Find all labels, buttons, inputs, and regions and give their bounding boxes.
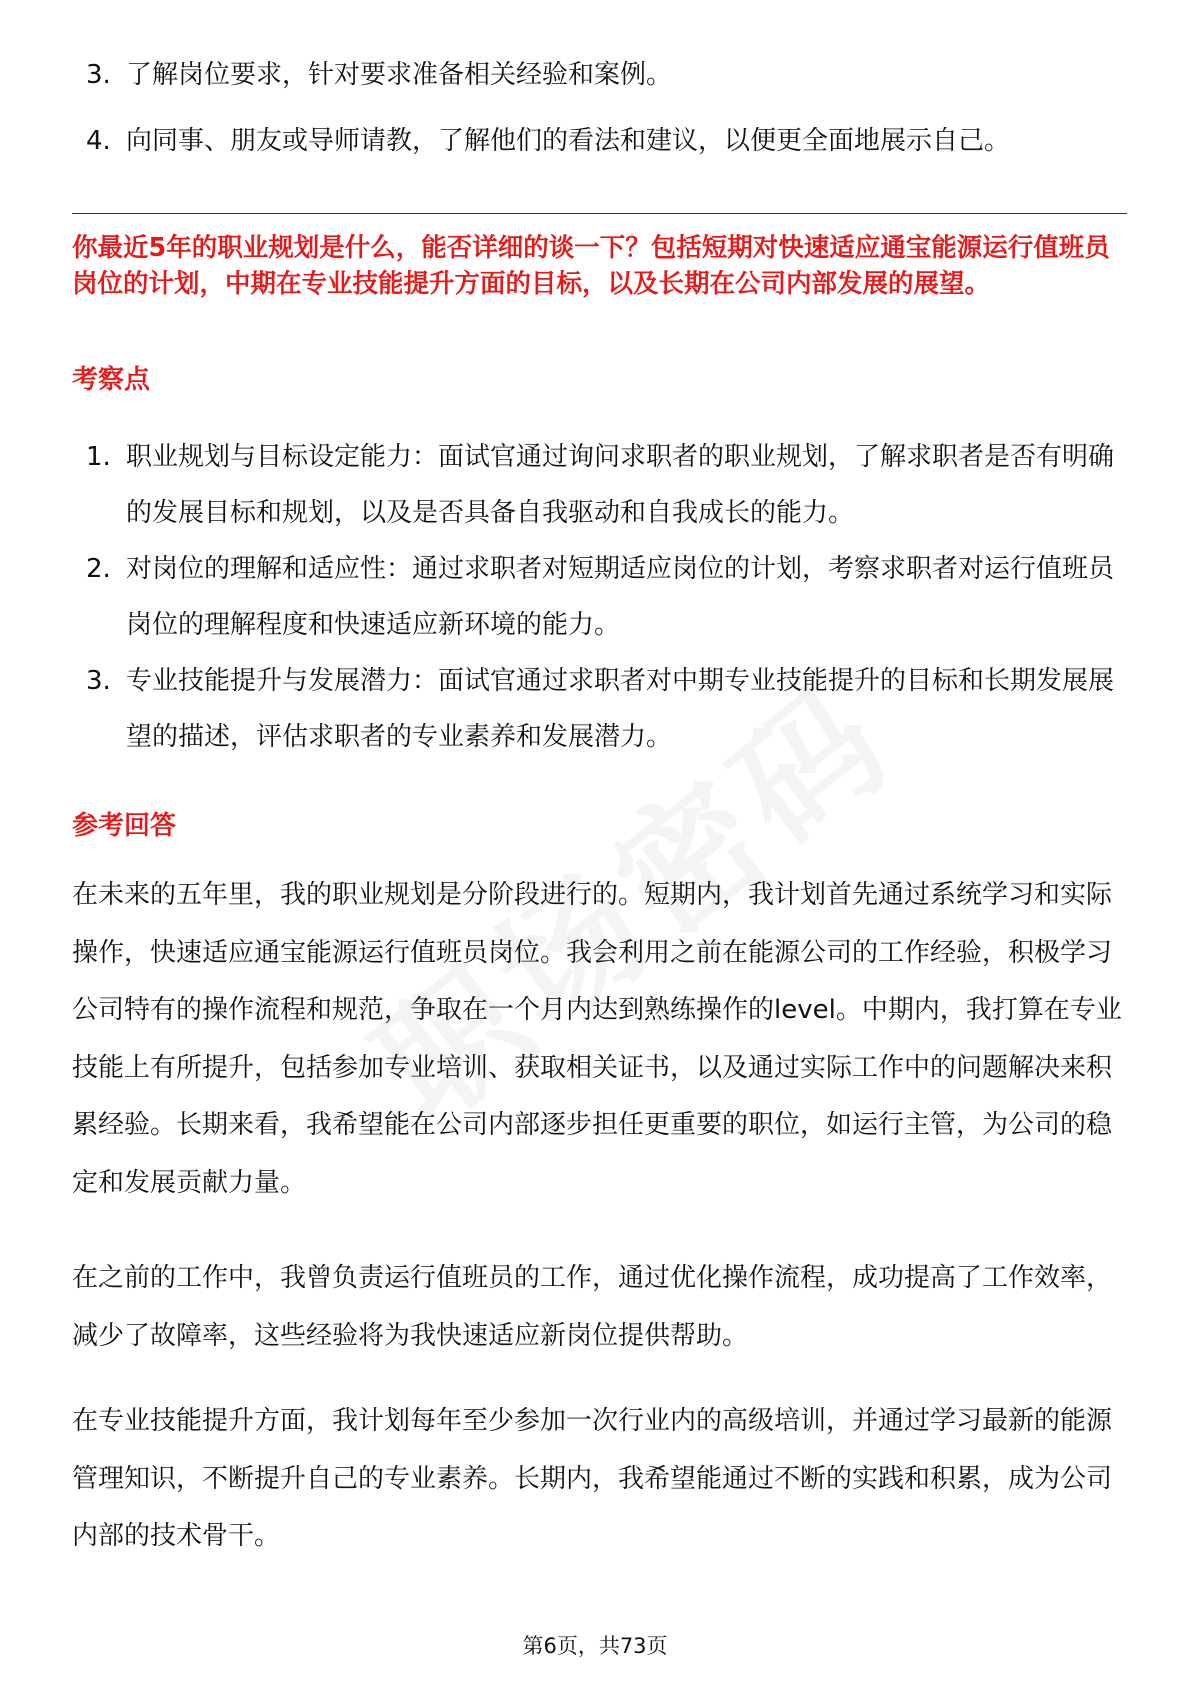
list-item-text: 专业技能提升与发展潜力：面试官通过求职者对中期专业技能提升的目标和长期发展展望的描述，评估求职者的专业素养和发展潜力。	[126, 666, 1115, 752]
page-footer: 第6页，共73页	[522, 1634, 668, 1658]
list-item-text: 向同事、朋友或导师请教，了解他们的看法和建议，以便更全面地展示自己。	[126, 126, 1011, 156]
answer-paragraph: 在之前的工作中，我曾负责运行值班员的工作，通过优化操作流程，成功提高了工作效率，减少了故障率，这些经验将为我快速适应新岗位提供帮助。	[72, 1263, 1113, 1351]
list-item	[72, 653, 1122, 765]
list-item	[72, 541, 1122, 653]
interview-question: 你最近5年的职业规划是什么，能否详细的谈一下？包括短期对快速适应通宝能源运行值班员岗位的计划，中期在专业技能提升方面的目标，以及长期在公司内部发展的展望。	[72, 233, 1110, 299]
list-item-text: 了解岗位要求，针对要求准备相关经验和案例。	[126, 60, 673, 90]
list-item-text: 职业规划与目标设定能力：面试官通过询问求职者的职业规划，了解求职者是否有明确的发展目标和规划，以及是否具备自我驱动和自我成长的能力。	[126, 442, 1115, 528]
section-title-answer: 参考回答	[72, 811, 177, 841]
list-item	[72, 429, 1122, 541]
section-divider	[72, 213, 1127, 214]
section-title-points: 考察点	[72, 365, 151, 395]
assessment-points-list	[72, 429, 1122, 765]
list-item	[72, 113, 1122, 169]
answer-paragraph: 在专业技能提升方面，我计划每年至少参加一次行业内的高级培训，并通过学习最新的能源管理知识，不断提升自己的专业素养。长期内，我希望能通过不断的实践和积累，成为公司内部的技术骨干。	[72, 1406, 1113, 1551]
list-item-number: 2.	[86, 554, 111, 584]
list-item-text: 对岗位的理解和适应性：通过求职者对短期适应岗位的计划，考察求职者对运行值班员岗位的理解程度和快速适应新环境的能力。	[126, 554, 1115, 640]
list-item-number: 3.	[86, 60, 111, 90]
answer-paragraph: 在未来的五年里，我的职业规划是分阶段进行的。短期内，我计划首先通过系统学习和实际操作，快速适应通宝能源运行值班员岗位。我会利用之前在能源公司的工作经验，积极学习公司特有的操作流程和规范，争取在一个月内达到熟练操作的level。中期内，我打算在专业技能上有所提升，包括参加专业培训、获取相关证书，以及通过实际工作中的问题解决来积累经验。长期来看，我希望能在公司内部逐步担任更重要的职位，如运行主管，为公司的稳定和发展贡献力量。	[72, 880, 1122, 1198]
list-item-number: 1.	[86, 442, 111, 472]
list-item-number: 3.	[86, 666, 111, 696]
list-item	[72, 47, 1122, 103]
preparation-list	[72, 47, 1122, 179]
list-item-number: 4.	[86, 126, 111, 156]
